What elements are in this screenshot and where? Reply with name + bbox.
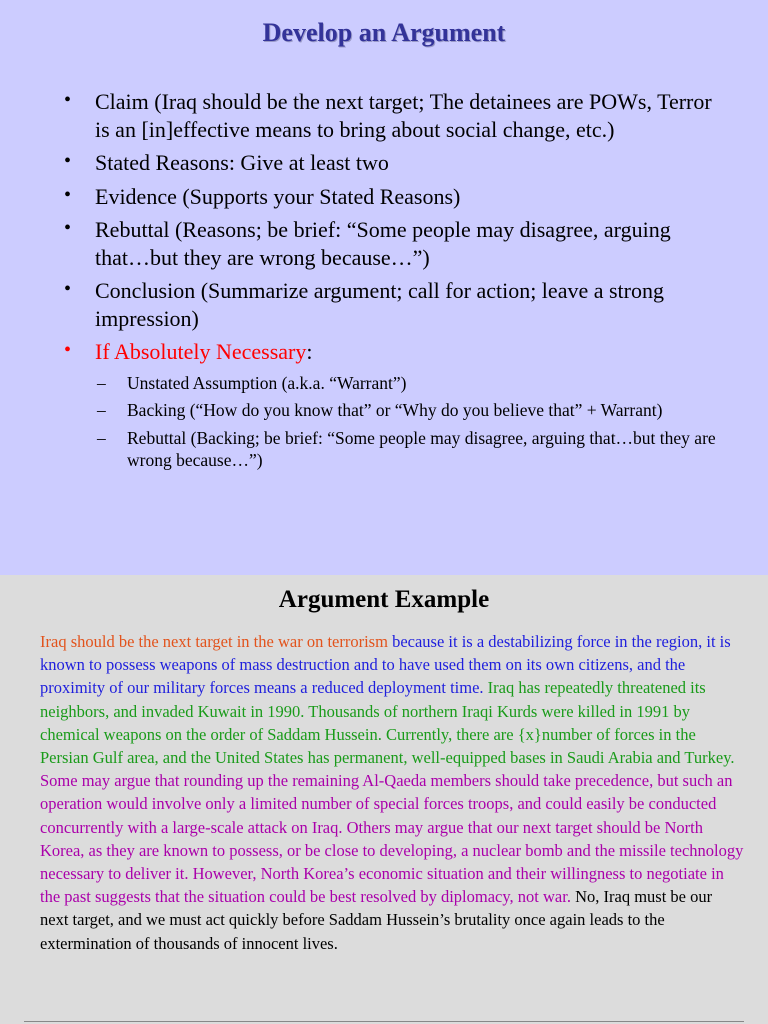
sub-bullet-rebuttal: – Rebuttal (Backing; be brief: “Some people may disagree, arguing that…but they are wrong because…”) (95, 427, 724, 472)
claim-text: Iraq should be the next target in the war on terrorism (40, 632, 388, 651)
evidence-text: Iraq has repeatedly threatened its neighbors, and invaded Kuwait in 1990. Thousands of northern Iraqi Kurds were killed in 1991 by chemical weapons on the order of Saddam Hussein. Currently, there are {x}number of forces in the Persian Gulf area, and the United States has permanent, well-equipped bases in Saudi Arabia and Turkey. (40, 678, 735, 768)
rebuttal-text: Some may argue that rounding up the remaining Al-Qaeda members should take precedence, but such an operation would involve only a limited number of special forces troops, and could easily be conducted concurrently with a large-scale attack on Iraq. Others may argue that our next target should be North Korea, as they are known to possess, or be close to developing, a nuclear bomb and the missile technology necessary to deliver it. However, North Korea’s economic situation and their willingness to negotiate in the past suggests that the situation could be best resolved by diplomacy, not war. (40, 771, 744, 907)
sub-bullet-list (95, 372, 724, 472)
special-label: If Absolutely Necessary (95, 339, 307, 364)
bullet-evidence: • Evidence (Supports your Stated Reasons) (64, 183, 724, 211)
bullet-if-absolutely-necessary (64, 338, 724, 472)
bullet-list (64, 88, 724, 478)
bullet-conclusion: • Conclusion (Summarize argument; call for action; leave a strong impression) (64, 277, 724, 332)
special-suffix: : (306, 339, 313, 364)
slide-argument-example (0, 575, 768, 1024)
conclusion-text: No, Iraq must be our next target, and we must act quickly before Saddam Hussein’s brutality once again leads to the extermination of thousands of innocent lives. (40, 887, 713, 953)
sub-bullet-unstated-assumption: – Unstated Assumption (a.k.a. “Warrant”) (95, 372, 724, 395)
bullet-stated-reasons: • Stated Reasons: Give at least two (64, 149, 724, 177)
sub-bullet-backing: – Backing (“How do you know that” or “Why do you believe that” + Warrant) (95, 399, 724, 422)
slide-title: Develop an Argument (262, 18, 506, 47)
bullet-claim: • Claim (Iraq should be the next target; The detainees are POWs, Terror is an [in]effective means to bring about social change, etc.) (64, 88, 724, 143)
reasons-text: because it is a destabilizing force in the region, it is known to possess weapons of mass destruction and to have used them on its own citizens, and the proximity of our military forces means a reduced deployment time. (40, 632, 731, 698)
bullet-rebuttal: • Rebuttal (Reasons; be brief: “Some people may disagree, arguing that…but they are wrong because…”) (64, 216, 724, 271)
bottom-divider (24, 1021, 744, 1022)
example-paragraph (40, 630, 744, 955)
slide-title: Argument Example (278, 586, 490, 613)
